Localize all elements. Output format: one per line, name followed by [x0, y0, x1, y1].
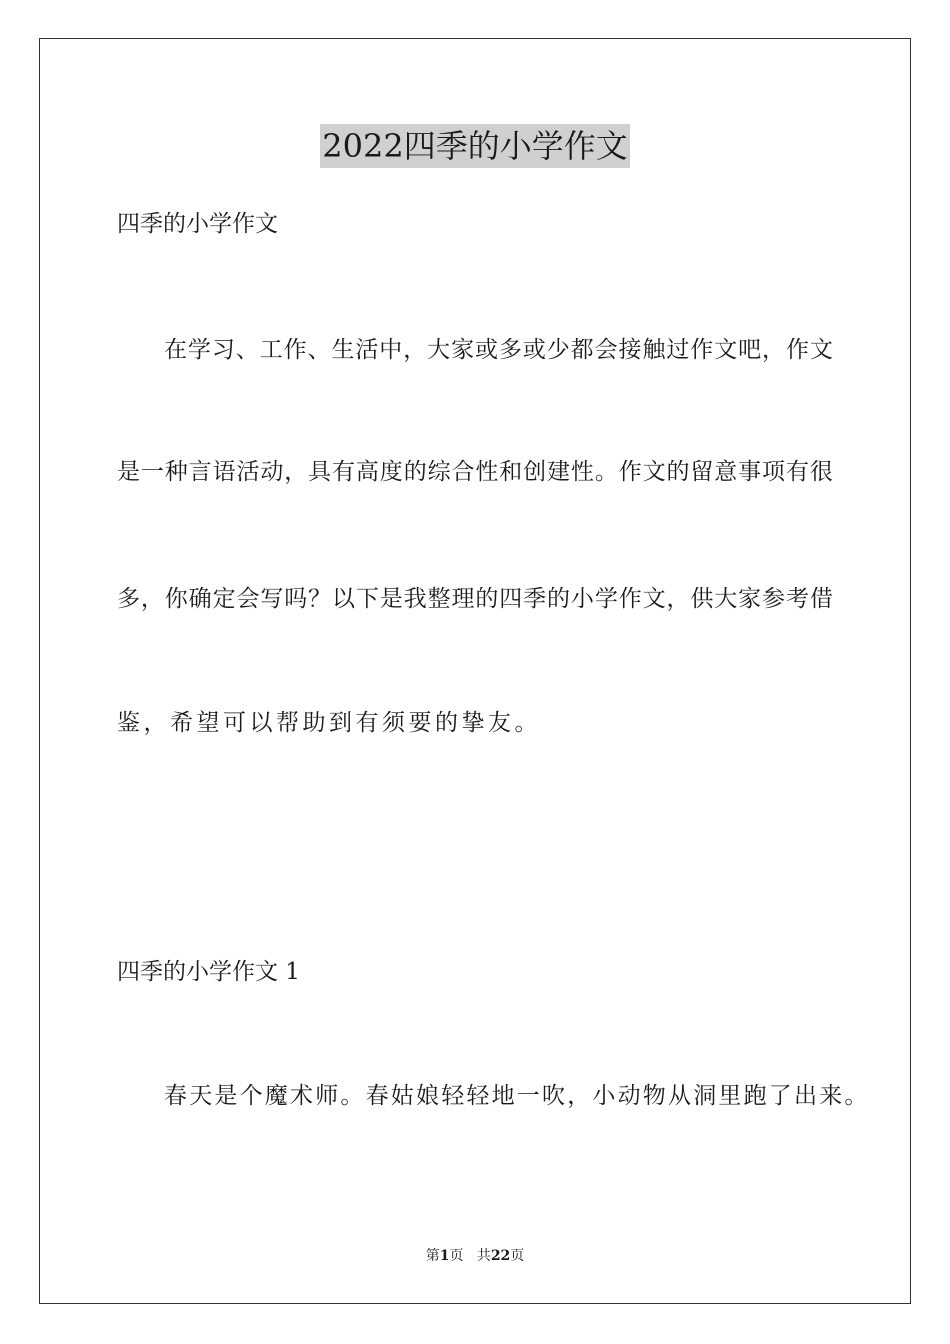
- text-char: 综: [427, 459, 451, 485]
- total-prefix: 共: [476, 1248, 491, 1264]
- text-char: 、: [307, 337, 331, 363]
- text-char: 或: [474, 337, 498, 363]
- text-char: 活: [355, 337, 379, 363]
- text-char: 我: [403, 586, 427, 612]
- text-char: 留: [690, 459, 714, 485]
- text-char: 四: [499, 586, 523, 612]
- text-char: 有: [785, 459, 809, 485]
- text-char: 借: [809, 586, 833, 612]
- text-char: 家: [451, 337, 475, 363]
- text-char: 大: [427, 337, 451, 363]
- document-title: 2022四季的小学作文: [320, 124, 629, 168]
- intro-line-4: 鉴，希望可以帮助到有须要的挚友。: [117, 710, 541, 736]
- text-char: 具: [308, 459, 332, 485]
- text-char: 很: [809, 459, 833, 485]
- text-char: ？: [308, 586, 332, 612]
- text-char: 会: [236, 586, 260, 612]
- text-char: 作: [618, 459, 642, 485]
- text-char: 触: [642, 337, 666, 363]
- text-char: 性: [570, 459, 594, 485]
- text-char: 是: [379, 586, 403, 612]
- text-char: 中: [379, 337, 403, 363]
- text-char: ，: [284, 459, 308, 485]
- text-char: 种: [164, 459, 188, 485]
- text-char: 生: [331, 337, 355, 363]
- text-char: 供: [690, 586, 714, 612]
- page-suffix: 页: [449, 1248, 464, 1264]
- text-char: 小: [570, 586, 594, 612]
- section-heading: 四季的小学作文 1: [117, 959, 300, 985]
- text-char: 学: [187, 337, 211, 363]
- text-char: 作: [785, 337, 809, 363]
- text-char: 。: [594, 459, 618, 485]
- text-char: 多: [117, 586, 140, 612]
- text-char: 季: [523, 586, 547, 612]
- text-char: ，: [666, 586, 690, 612]
- text-char: 、: [235, 337, 259, 363]
- text-char: 的: [547, 586, 571, 612]
- text-char: 意: [714, 459, 738, 485]
- text-char: 接: [618, 337, 642, 363]
- text-char: ，: [762, 337, 786, 363]
- text-char: ，: [140, 586, 164, 612]
- text-char: 度: [379, 459, 403, 485]
- text-char: 少: [546, 337, 570, 363]
- text-char: 作: [618, 586, 642, 612]
- text-char: 理: [451, 586, 475, 612]
- text-char: 高: [355, 459, 379, 485]
- intro-line-3: [117, 584, 833, 614]
- text-char: 文: [642, 459, 666, 485]
- text-char: 学: [594, 586, 618, 612]
- text-char: 你: [164, 586, 188, 612]
- text-char: 以: [332, 586, 356, 612]
- intro-line-2: [117, 457, 833, 487]
- text-char: 参: [762, 586, 786, 612]
- text-char: 活: [236, 459, 260, 485]
- page-footer: [0, 1246, 950, 1266]
- text-char: 文: [714, 337, 738, 363]
- text-char: 的: [475, 586, 499, 612]
- text-char: 和: [499, 459, 523, 485]
- text-char: 工: [259, 337, 283, 363]
- text-char: 是: [117, 459, 140, 485]
- text-char: 建: [547, 459, 571, 485]
- section-paragraph-line: 春天是个魔术师。春姑娘轻轻地一吹，小动物从洞里跑了出来。: [164, 1083, 870, 1109]
- document-heading: 四季的小学作文: [117, 211, 278, 237]
- text-char: 一: [140, 459, 164, 485]
- text-char: 作: [283, 337, 307, 363]
- text-char: 会: [594, 337, 618, 363]
- text-char: 合: [451, 459, 475, 485]
- page-prefix: 第: [425, 1248, 440, 1264]
- text-char: 确: [188, 586, 212, 612]
- text-char: 作: [690, 337, 714, 363]
- text-char: 项: [762, 459, 786, 485]
- text-char: 吗: [284, 586, 308, 612]
- text-char: 多: [498, 337, 522, 363]
- text-char: 习: [211, 337, 235, 363]
- text-char: 过: [666, 337, 690, 363]
- page-total: 22: [490, 1248, 511, 1264]
- text-char: 考: [785, 586, 809, 612]
- text-char: 或: [522, 337, 546, 363]
- text-char: 言: [188, 459, 212, 485]
- text-char: 写: [260, 586, 284, 612]
- text-char: 家: [738, 586, 762, 612]
- title-container: [0, 124, 950, 168]
- text-char: 在: [164, 337, 187, 363]
- total-suffix: 页: [510, 1248, 525, 1264]
- page-current: 1: [439, 1248, 450, 1264]
- text-char: 的: [403, 459, 427, 485]
- text-char: 文: [642, 586, 666, 612]
- text-char: 事: [738, 459, 762, 485]
- text-char: 都: [570, 337, 594, 363]
- text-char: 定: [212, 586, 236, 612]
- text-char: 吧: [738, 337, 762, 363]
- text-char: 动: [260, 459, 284, 485]
- text-char: 语: [212, 459, 236, 485]
- text-char: 大: [714, 586, 738, 612]
- text-char: 创: [523, 459, 547, 485]
- text-char: 整: [427, 586, 451, 612]
- text-char: 有: [332, 459, 356, 485]
- text-char: 下: [355, 586, 379, 612]
- text-char: 文: [809, 337, 833, 363]
- intro-line-1: [164, 335, 833, 365]
- text-char: ，: [403, 337, 427, 363]
- text-char: 的: [666, 459, 690, 485]
- text-char: 性: [475, 459, 499, 485]
